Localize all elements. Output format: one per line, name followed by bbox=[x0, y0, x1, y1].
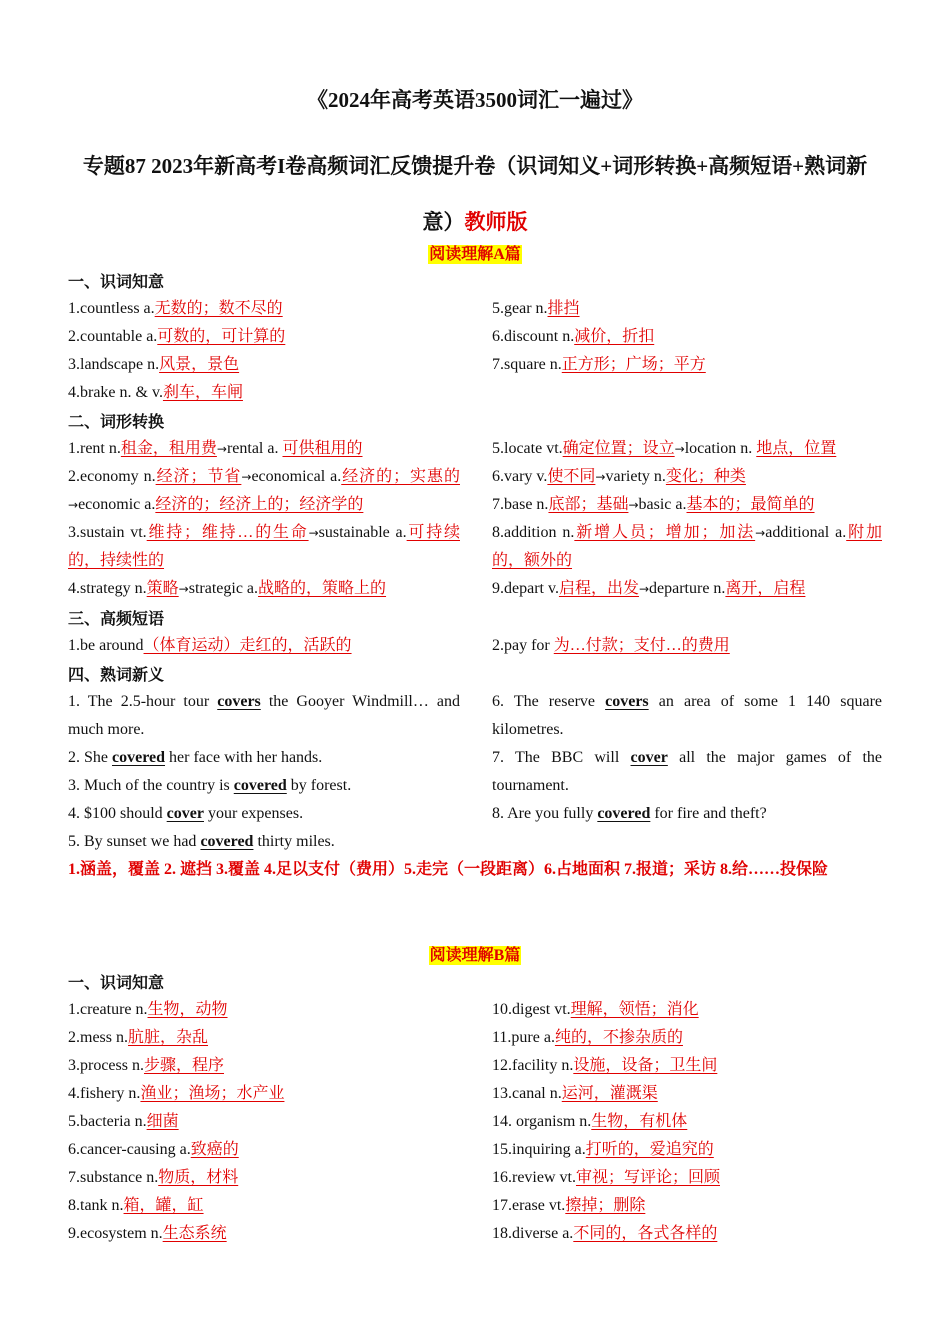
list-item: 8.tank n.箱，罐，缸 bbox=[68, 1197, 204, 1214]
arrow-icon: → bbox=[674, 442, 685, 456]
list-item: 12.facility n.设施，设备；卫生间 bbox=[492, 1057, 718, 1074]
arrow-icon: → bbox=[178, 582, 189, 596]
list-item: 1.creature n.生物，动物 bbox=[68, 1001, 228, 1018]
list-item: 7.substance n.物质，材料 bbox=[68, 1169, 239, 1186]
list-item: 1.be around（体育运动）走红的，活跃的 bbox=[68, 637, 352, 654]
arrow-icon: → bbox=[216, 442, 227, 456]
section-label-a: 阅读理解A篇 bbox=[429, 246, 521, 263]
example-sentence: 5. By sunset we had covered thirty miles. bbox=[68, 833, 335, 850]
list-item: 2.pay for 为…付款；支付…的费用 bbox=[492, 637, 730, 654]
list-item: 18.diverse a.不同的，各式各样的 bbox=[492, 1225, 718, 1242]
subtitle-text: 专题87 2023年新高考I卷高频词汇反馈提升卷（识词知义+词形转换+高频短语+熟词新意） bbox=[82, 154, 868, 234]
list-item: 4.fishery n.渔业；渔场；水产业 bbox=[68, 1085, 285, 1102]
heading-new-meanings-a: 四、熟词新义 bbox=[68, 667, 165, 684]
arrow-icon: → bbox=[595, 470, 606, 484]
list-item: 2.economy n.经济；节省→economical a.经济的；实惠的→economic a.经济的；经济上的；经济学的 bbox=[68, 468, 460, 513]
document-title: 《2024年高考英语3500词汇一遍过》 bbox=[307, 88, 643, 112]
list-item: 11.pure a.纯的，不掺杂质的 bbox=[492, 1029, 683, 1046]
arrow-icon: → bbox=[68, 498, 79, 512]
list-item: 1.rent n.租金，租用费→rental a. 可供租用的 bbox=[68, 440, 363, 457]
example-sentence: 1. The 2.5-hour tour covers the Gooyer Windmill… and much more. bbox=[68, 693, 461, 738]
list-item: 9.ecosystem n.生态系统 bbox=[68, 1225, 227, 1242]
document-subtitle bbox=[68, 138, 882, 250]
example-sentence: 2. She covered her face with her hands. bbox=[68, 749, 323, 766]
list-item: 3.process n.步骤，程序 bbox=[68, 1057, 224, 1074]
example-sentence: 6. The reserve covers an area of some 1 140 square kilometres. bbox=[492, 693, 882, 738]
example-sentence: 7. The BBC will cover all the major games of the tournament. bbox=[492, 749, 882, 794]
list-item: 6.discount n.减价，折扣 bbox=[492, 328, 655, 345]
list-item: 2.countable a.可数的，可计算的 bbox=[68, 328, 286, 345]
example-sentence: 4. $100 should cover your expenses. bbox=[68, 805, 304, 822]
list-item: 6.cancer-causing a.致癌的 bbox=[68, 1141, 239, 1158]
section-label-b: 阅读理解B篇 bbox=[429, 947, 521, 964]
arrow-icon: → bbox=[308, 526, 319, 540]
list-item: 2.mess n.肮脏，杂乱 bbox=[68, 1029, 209, 1046]
arrow-icon: → bbox=[755, 526, 766, 540]
list-item: 7.square n.正方形；广场；平方 bbox=[492, 356, 706, 373]
list-item: 7.base n.底部；基础→basic a.基本的；最简单的 bbox=[492, 496, 815, 513]
list-item: 5.gear n.排挡 bbox=[492, 300, 580, 317]
example-sentence: 8. Are you fully covered for fire and theft? bbox=[492, 805, 767, 822]
list-item: 5.locate vt.确定位置；设立→location n. 地点，位置 bbox=[492, 440, 837, 457]
heading-phrases-a: 三、高频短语 bbox=[68, 611, 165, 628]
arrow-icon: → bbox=[628, 498, 639, 512]
arrow-icon: → bbox=[241, 470, 252, 484]
list-item: 14. organism n.生物，有机体 bbox=[492, 1113, 688, 1130]
answer-key: 1.涵盖，覆盖 2. 遮挡 3.覆盖 4.足以支付（费用）5.走完（一段距离）6.占地面积 7.报道；采访 8.给……投保险 bbox=[68, 861, 829, 878]
list-item: 10.digest vt.理解，领悟；消化 bbox=[492, 1001, 699, 1018]
arrow-icon: → bbox=[638, 582, 650, 596]
list-item: 17.erase vt.擦掉；删除 bbox=[492, 1197, 646, 1214]
list-item: 9.depart v.启程，出发→departure n.离开，启程 bbox=[492, 580, 806, 597]
list-item: 13.canal n.运河，灌溉渠 bbox=[492, 1085, 658, 1102]
teacher-edition-label: 教师版 bbox=[464, 210, 528, 234]
list-item: 6.vary v.使不同→variety n.变化；种类 bbox=[492, 468, 746, 485]
list-item: 1.countless a.无数的；数不尽的 bbox=[68, 300, 283, 317]
list-item: 15.inquiring a.打听的，爱追究的 bbox=[492, 1141, 714, 1158]
list-item: 3.landscape n.风景，景色 bbox=[68, 356, 240, 373]
list-item: 8.addition n.新增人员；增加；加法→additional a.附加的，额外的 bbox=[492, 524, 882, 569]
list-item: 5.bacteria n.细菌 bbox=[68, 1113, 179, 1130]
list-item: 4.strategy n.策略→strategic a.战略的，策略上的 bbox=[68, 580, 387, 597]
heading-vocab-b: 一、识词知意 bbox=[68, 975, 165, 992]
example-sentence: 3. Much of the country is covered by forest. bbox=[68, 777, 352, 794]
heading-vocab-a: 一、识词知意 bbox=[68, 274, 165, 291]
heading-wordform-a: 二、词形转换 bbox=[68, 414, 165, 431]
list-item: 16.review vt.审视；写评论；回顾 bbox=[492, 1169, 720, 1186]
list-item: 4.brake n. & v.刹车，车闸 bbox=[68, 384, 243, 401]
list-item: 3.sustain vt.维持；维持…的生命→sustainable a.可持续的，持续性的 bbox=[68, 524, 460, 569]
